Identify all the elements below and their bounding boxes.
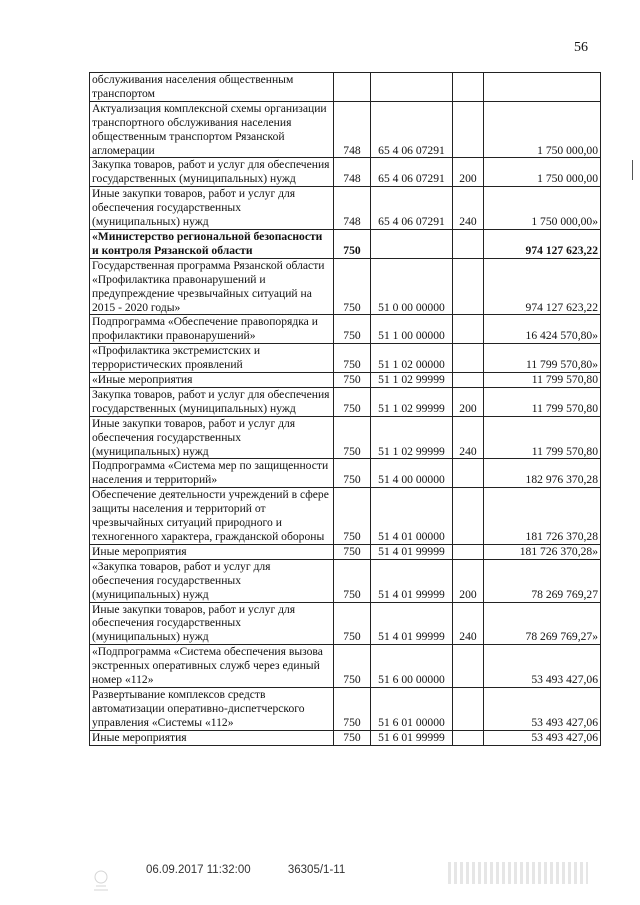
row-code-cell: 51 1 02 99999 [371, 387, 453, 416]
table-row [90, 101, 601, 158]
row-code-cell: 51 1 02 99999 [371, 416, 453, 459]
row-type-cell [453, 488, 484, 545]
row-dept-cell: 750 [334, 602, 371, 645]
row-amount-cell: 11 799 570,80 [484, 416, 601, 459]
row-dept-cell: 750 [334, 229, 371, 258]
row-name-cell: «Подпрограмма «Система обеспечения вызова экстренных оперативных служб через единый номер «112» [90, 645, 334, 688]
table-row [90, 459, 601, 488]
row-name-cell: Обеспечение деятельности учреждений в сфере защиты населения и территорий от чрезвычайных ситуаций природного и техногенного характера, гражданской обороны [90, 488, 334, 545]
table-row [90, 687, 601, 730]
row-name-cell: «Закупка товаров, работ и услуг для обеспечения государственных (муниципальных) нужд [90, 559, 334, 602]
row-type-cell: 240 [453, 602, 484, 645]
row-name-cell: Закупка товаров, работ и услуг для обеспечения государственных (муниципальных) нужд [90, 387, 334, 416]
row-code-cell: 51 4 00 00000 [371, 459, 453, 488]
table-row [90, 373, 601, 388]
row-code-cell: 51 0 00 00000 [371, 258, 453, 315]
row-name-cell: Иные закупки товаров, работ и услуг для обеспечения государственных (муниципальных) нужд [90, 416, 334, 459]
row-name-cell: Актуализация комплексной схемы организации транспортного обслуживания населения общественным транспортом Рязанской агломерации [90, 101, 334, 158]
row-amount-cell: 53 493 427,06 [484, 645, 601, 688]
row-name-cell: Иные мероприятия [90, 544, 334, 559]
row-amount-cell: 16 424 570,80» [484, 315, 601, 344]
row-type-cell [453, 373, 484, 388]
row-dept-cell: 750 [334, 315, 371, 344]
row-amount-cell: 1 750 000,00 [484, 101, 601, 158]
margin-mark [632, 160, 633, 180]
row-code-cell [371, 229, 453, 258]
table-row [90, 416, 601, 459]
row-dept-cell: 750 [334, 387, 371, 416]
row-code-cell: 65 4 06 07291 [371, 187, 453, 230]
row-type-cell [453, 544, 484, 559]
row-type-cell: 240 [453, 416, 484, 459]
row-code-cell: 51 1 02 00000 [371, 344, 453, 373]
row-code-cell: 51 6 01 99999 [371, 730, 453, 745]
row-name-cell: Иные закупки товаров, работ и услуг для обеспечения государственных (муниципальных) нужд [90, 187, 334, 230]
row-amount-cell: 974 127 623,22 [484, 258, 601, 315]
row-dept-cell: 750 [334, 258, 371, 315]
page-number: 56 [574, 40, 588, 55]
budget-table [89, 72, 601, 746]
row-type-cell [453, 73, 484, 102]
faint-stamp [448, 862, 588, 884]
row-amount-cell: 974 127 623,22 [484, 229, 601, 258]
row-dept-cell: 750 [334, 459, 371, 488]
row-code-cell: 51 4 01 00000 [371, 488, 453, 545]
row-type-cell [453, 258, 484, 315]
row-amount-cell: 53 493 427,06 [484, 730, 601, 745]
row-amount-cell: 182 976 370,28 [484, 459, 601, 488]
row-name-cell: Подпрограмма «Обеспечение правопорядка и профилактики правонарушений» [90, 315, 334, 344]
row-code-cell [371, 73, 453, 102]
row-type-cell [453, 645, 484, 688]
row-name-cell: Закупка товаров, работ и услуг для обеспечения государственных (муниципальных) нужд [90, 158, 334, 187]
row-name-cell: Развертывание комплексов средств автоматизации оперативно-диспетчерского управления «Системы «112» [90, 687, 334, 730]
footer-timestamp: 06.09.2017 11:32:00 [146, 864, 251, 876]
row-name-cell: Иные мероприятия [90, 730, 334, 745]
row-dept-cell: 748 [334, 101, 371, 158]
row-code-cell: 51 1 00 00000 [371, 315, 453, 344]
row-type-cell [453, 101, 484, 158]
table-row [90, 645, 601, 688]
row-type-cell: 200 [453, 559, 484, 602]
table-row [90, 387, 601, 416]
table-row [90, 488, 601, 545]
row-amount-cell: 1 750 000,00» [484, 187, 601, 230]
row-code-cell: 51 1 02 99999 [371, 373, 453, 388]
footer [146, 864, 345, 876]
row-dept-cell: 750 [334, 559, 371, 602]
table-row [90, 559, 601, 602]
row-type-cell [453, 229, 484, 258]
row-code-cell: 51 4 01 99999 [371, 544, 453, 559]
row-amount-cell: 11 799 570,80 [484, 373, 601, 388]
row-amount-cell: 181 726 370,28 [484, 488, 601, 545]
row-amount-cell: 78 269 769,27 [484, 559, 601, 602]
row-type-cell: 200 [453, 158, 484, 187]
row-amount-cell: 53 493 427,06 [484, 687, 601, 730]
table-row [90, 258, 601, 315]
footer-doc-id: 36305/1-11 [287, 864, 346, 876]
row-code-cell: 51 6 00 00000 [371, 645, 453, 688]
row-name-cell: «Иные мероприятия [90, 373, 334, 388]
row-dept-cell: 750 [334, 373, 371, 388]
table-row [90, 187, 601, 230]
row-amount-cell: 11 799 570,80 [484, 387, 601, 416]
table-row [90, 730, 601, 745]
row-amount-cell: 1 750 000,00 [484, 158, 601, 187]
row-dept-cell: 750 [334, 488, 371, 545]
row-code-cell: 51 4 01 99999 [371, 602, 453, 645]
row-dept-cell: 750 [334, 544, 371, 559]
row-dept-cell: 750 [334, 687, 371, 730]
table-row [90, 229, 601, 258]
row-dept-cell: 750 [334, 730, 371, 745]
row-amount-cell: 11 799 570,80» [484, 344, 601, 373]
row-type-cell [453, 459, 484, 488]
row-type-cell [453, 730, 484, 745]
table-row [90, 158, 601, 187]
row-name-cell: «Министерство региональной безопасности и контроля Рязанской области [90, 229, 334, 258]
row-dept-cell: 750 [334, 645, 371, 688]
row-dept-cell: 750 [334, 416, 371, 459]
row-code-cell: 51 4 01 99999 [371, 559, 453, 602]
row-dept-cell: 748 [334, 158, 371, 187]
row-name-cell: Государственная программа Рязанской области «Профилактика правонарушений и предупреждение чрезвычайных ситуаций на 2015 - 2020 годы» [90, 258, 334, 315]
row-type-cell [453, 315, 484, 344]
row-type-cell [453, 687, 484, 730]
budget-table-body [90, 73, 601, 746]
row-name-cell: «Профилактика экстремистских и террористических проявлений [90, 344, 334, 373]
row-name-cell: Подпрограмма «Система мер по защищенности населения и территорий» [90, 459, 334, 488]
table-row [90, 315, 601, 344]
table-row [90, 344, 601, 373]
row-dept-cell [334, 73, 371, 102]
row-type-cell [453, 344, 484, 373]
row-type-cell: 240 [453, 187, 484, 230]
row-amount-cell: 78 269 769,27» [484, 602, 601, 645]
row-dept-cell: 750 [334, 344, 371, 373]
row-code-cell: 65 4 06 07291 [371, 101, 453, 158]
seal-mark [90, 868, 112, 894]
row-amount-cell [484, 73, 601, 102]
table-row [90, 544, 601, 559]
row-dept-cell: 748 [334, 187, 371, 230]
row-type-cell: 200 [453, 387, 484, 416]
table-row [90, 602, 601, 645]
row-amount-cell: 181 726 370,28» [484, 544, 601, 559]
row-code-cell: 51 6 01 00000 [371, 687, 453, 730]
table-row [90, 73, 601, 102]
row-name-cell: обслуживания населения общественным транспортом [90, 73, 334, 102]
row-code-cell: 65 4 06 07291 [371, 158, 453, 187]
row-name-cell: Иные закупки товаров, работ и услуг для обеспечения государственных (муниципальных) нужд [90, 602, 334, 645]
